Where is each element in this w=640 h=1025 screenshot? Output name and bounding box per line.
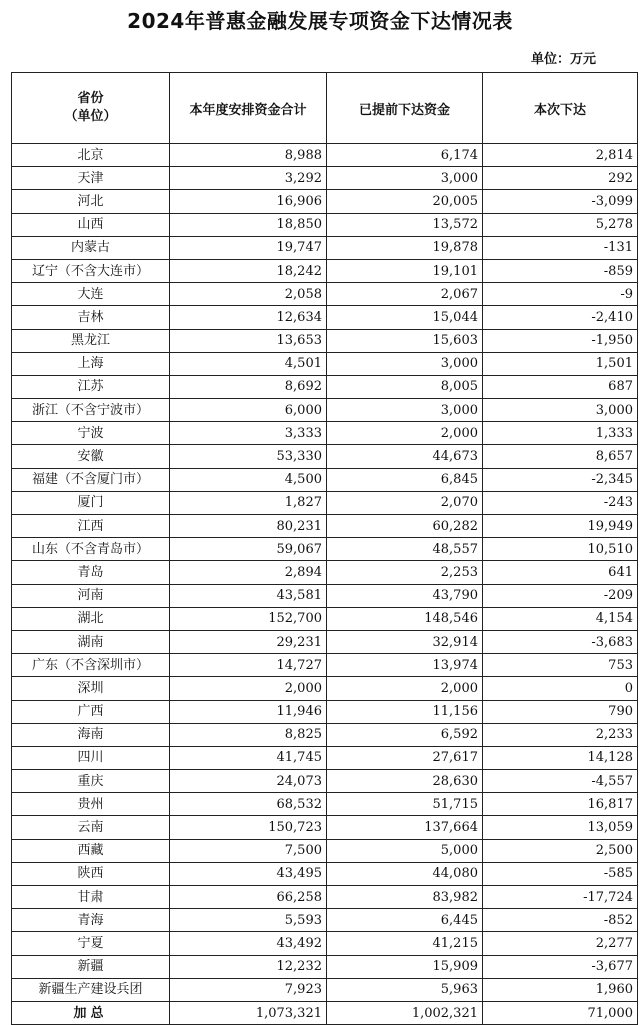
annual-total-cell: 12,634 [170,306,327,329]
annual-total-cell: 53,330 [170,445,327,468]
province-cell: 河北 [12,190,170,213]
annual-total-cell: 7,923 [170,978,327,1001]
advance-issued-cell: 2,070 [327,491,483,514]
table-row [12,793,638,816]
annual-total-cell: 4,500 [170,468,327,491]
table-row [12,816,638,839]
funds-table [11,72,638,1025]
total-advance-cell: 1,002,321 [327,1001,483,1024]
advance-issued-cell: 83,982 [327,886,483,909]
advance-issued-cell: 2,000 [327,677,483,700]
annual-total-cell: 8,825 [170,723,327,746]
advance-issued-cell: 13,572 [327,213,483,236]
current-issue-cell: 4,154 [483,607,638,630]
province-cell: 重庆 [12,770,170,793]
annual-total-cell: 18,242 [170,259,327,282]
annual-total-cell: 11,946 [170,700,327,723]
advance-issued-cell: 13,974 [327,654,483,677]
province-cell: 青海 [12,909,170,932]
total-current-cell: 71,000 [483,1001,638,1024]
province-cell: 辽宁（不含大连市） [12,259,170,282]
advance-issued-cell: 41,215 [327,932,483,955]
current-issue-cell: 14,128 [483,746,638,769]
annual-total-cell: 41,745 [170,746,327,769]
advance-issued-cell: 5,963 [327,978,483,1001]
current-issue-cell: -3,099 [483,190,638,213]
advance-issued-cell: 19,101 [327,259,483,282]
current-issue-cell: 2,814 [483,144,638,167]
table-row [12,862,638,885]
table-row [12,306,638,329]
current-issue-cell: 641 [483,561,638,584]
current-issue-cell: -859 [483,259,638,282]
annual-total-cell: 2,000 [170,677,327,700]
annual-total-cell: 43,492 [170,932,327,955]
advance-issued-cell: 2,067 [327,283,483,306]
advance-issued-cell: 5,000 [327,839,483,862]
province-cell: 宁波 [12,422,170,445]
page-title: 2024年普惠金融发展专项资金下达情况表 [127,9,513,33]
province-cell: 广东（不含深圳市） [12,654,170,677]
province-cell: 江西 [12,515,170,538]
province-cell: 贵州 [12,793,170,816]
province-cell: 宁夏 [12,932,170,955]
province-cell: 云南 [12,816,170,839]
annual-total-cell: 16,906 [170,190,327,213]
annual-total-cell: 4,501 [170,352,327,375]
annual-total-cell: 43,495 [170,862,327,885]
current-issue-cell: -3,677 [483,955,638,978]
province-cell: 青岛 [12,561,170,584]
total-label-cell: 加总 [12,1001,170,1024]
table-row [12,886,638,909]
advance-issued-cell: 3,000 [327,352,483,375]
advance-issued-cell: 60,282 [327,515,483,538]
province-cell: 河南 [12,584,170,607]
province-cell: 安徽 [12,445,170,468]
province-cell: 吉林 [12,306,170,329]
table-row [12,190,638,213]
current-issue-cell: -585 [483,862,638,885]
annual-total-cell: 14,727 [170,654,327,677]
current-issue-cell: -209 [483,584,638,607]
current-issue-cell: -243 [483,491,638,514]
current-issue-cell: 10,510 [483,538,638,561]
current-issue-cell: 2,277 [483,932,638,955]
current-issue-cell: 0 [483,677,638,700]
table-row [12,839,638,862]
annual-total-cell: 59,067 [170,538,327,561]
current-issue-cell: -852 [483,909,638,932]
advance-issued-cell: 3,000 [327,399,483,422]
annual-total-cell: 80,231 [170,515,327,538]
advance-issued-cell: 2,253 [327,561,483,584]
header-advance-issued: 已提前下达资金 [327,73,483,144]
current-issue-cell: 292 [483,167,638,190]
annual-total-cell: 150,723 [170,816,327,839]
table-row [12,213,638,236]
header-province-line1: 省份 [77,91,104,106]
table-row [12,329,638,352]
advance-issued-cell: 6,592 [327,723,483,746]
current-issue-cell: 5,278 [483,213,638,236]
advance-issued-cell: 15,909 [327,955,483,978]
advance-issued-cell: 6,174 [327,144,483,167]
current-issue-cell: 16,817 [483,793,638,816]
annual-total-cell: 68,532 [170,793,327,816]
province-cell: 山西 [12,213,170,236]
annual-total-cell: 43,581 [170,584,327,607]
province-cell: 新疆 [12,955,170,978]
total-annual-cell: 1,073,321 [170,1001,327,1024]
advance-issued-cell: 137,664 [327,816,483,839]
province-cell: 上海 [12,352,170,375]
annual-total-cell: 66,258 [170,886,327,909]
table-body [12,144,638,1025]
annual-total-cell: 8,692 [170,375,327,398]
annual-total-cell: 19,747 [170,236,327,259]
table-row [12,445,638,468]
header-annual-total: 本年度安排资金合计 [170,73,327,144]
table-row [12,561,638,584]
province-cell: 福建（不含厦门市） [12,468,170,491]
advance-issued-cell: 6,845 [327,468,483,491]
annual-total-cell: 3,292 [170,167,327,190]
current-issue-cell: -17,724 [483,886,638,909]
annual-total-cell: 6,000 [170,399,327,422]
annual-total-cell: 3,333 [170,422,327,445]
advance-issued-cell: 11,156 [327,700,483,723]
current-issue-cell: -4,557 [483,770,638,793]
current-issue-cell: 1,960 [483,978,638,1001]
province-cell: 海南 [12,723,170,746]
annual-total-cell: 13,653 [170,329,327,352]
province-cell: 厦门 [12,491,170,514]
advance-issued-cell: 3,000 [327,167,483,190]
annual-total-cell: 12,232 [170,955,327,978]
advance-issued-cell: 148,546 [327,607,483,630]
province-cell: 北京 [12,144,170,167]
table-row [12,167,638,190]
advance-issued-cell: 2,000 [327,422,483,445]
annual-total-cell: 152,700 [170,607,327,630]
annual-total-cell: 29,231 [170,630,327,653]
advance-issued-cell: 8,005 [327,375,483,398]
province-cell: 浙江（不含宁波市） [12,399,170,422]
current-issue-cell: 3,000 [483,399,638,422]
table-row [12,700,638,723]
current-issue-cell: 1,333 [483,422,638,445]
table-row [12,352,638,375]
current-issue-cell: -131 [483,236,638,259]
advance-issued-cell: 48,557 [327,538,483,561]
header-current-issue: 本次下达 [483,73,638,144]
province-cell: 新疆生产建设兵团 [12,978,170,1001]
table-row [12,375,638,398]
advance-issued-cell: 15,044 [327,306,483,329]
advance-issued-cell: 6,445 [327,909,483,932]
table-row [12,909,638,932]
current-issue-cell: 13,059 [483,816,638,839]
province-cell: 大连 [12,283,170,306]
province-cell: 山东（不含青岛市） [12,538,170,561]
annual-total-cell: 8,988 [170,144,327,167]
advance-issued-cell: 51,715 [327,793,483,816]
table-row [12,236,638,259]
province-cell: 黑龙江 [12,329,170,352]
province-cell: 四川 [12,746,170,769]
annual-total-cell: 5,593 [170,909,327,932]
annual-total-cell: 2,058 [170,283,327,306]
province-cell: 湖北 [12,607,170,630]
table-row [12,515,638,538]
table-row [12,584,638,607]
current-issue-cell: 2,500 [483,839,638,862]
province-cell: 陕西 [12,862,170,885]
table-row [12,399,638,422]
annual-total-cell: 24,073 [170,770,327,793]
current-issue-cell: 1,501 [483,352,638,375]
table-row [12,654,638,677]
table-row [12,422,638,445]
advance-issued-cell: 28,630 [327,770,483,793]
advance-issued-cell: 44,673 [327,445,483,468]
table-row [12,746,638,769]
province-cell: 广西 [12,700,170,723]
table-row [12,259,638,282]
table-row [12,723,638,746]
province-cell: 内蒙古 [12,236,170,259]
province-cell: 西藏 [12,839,170,862]
province-cell: 深圳 [12,677,170,700]
current-issue-cell: -2,345 [483,468,638,491]
annual-total-cell: 2,894 [170,561,327,584]
province-cell: 江苏 [12,375,170,398]
table-row [12,283,638,306]
table-row [12,491,638,514]
total-row [12,1001,638,1024]
current-issue-cell: 8,657 [483,445,638,468]
current-issue-cell: 790 [483,700,638,723]
table-row [12,978,638,1001]
province-cell: 甘肃 [12,886,170,909]
unit-label: 单位：万元 [530,52,596,67]
current-issue-cell: -9 [483,283,638,306]
advance-issued-cell: 19,878 [327,236,483,259]
table-row [12,932,638,955]
current-issue-cell: 753 [483,654,638,677]
table-row [12,538,638,561]
current-issue-cell: -1,950 [483,329,638,352]
header-province [12,73,170,144]
advance-issued-cell: 44,080 [327,862,483,885]
table-row [12,607,638,630]
current-issue-cell: -3,683 [483,630,638,653]
advance-issued-cell: 32,914 [327,630,483,653]
table-row [12,770,638,793]
current-issue-cell: -2,410 [483,306,638,329]
table-row [12,144,638,167]
current-issue-cell: 19,949 [483,515,638,538]
table-header-row [12,73,638,144]
advance-issued-cell: 27,617 [327,746,483,769]
advance-issued-cell: 43,790 [327,584,483,607]
current-issue-cell: 687 [483,375,638,398]
advance-issued-cell: 20,005 [327,190,483,213]
annual-total-cell: 18,850 [170,213,327,236]
province-cell: 天津 [12,167,170,190]
advance-issued-cell: 15,603 [327,329,483,352]
table-row [12,468,638,491]
annual-total-cell: 1,827 [170,491,327,514]
annual-total-cell: 7,500 [170,839,327,862]
table-row [12,630,638,653]
header-province-line2: （单位） [64,109,117,124]
current-issue-cell: 2,233 [483,723,638,746]
province-cell: 湖南 [12,630,170,653]
table-row [12,677,638,700]
table-row [12,955,638,978]
